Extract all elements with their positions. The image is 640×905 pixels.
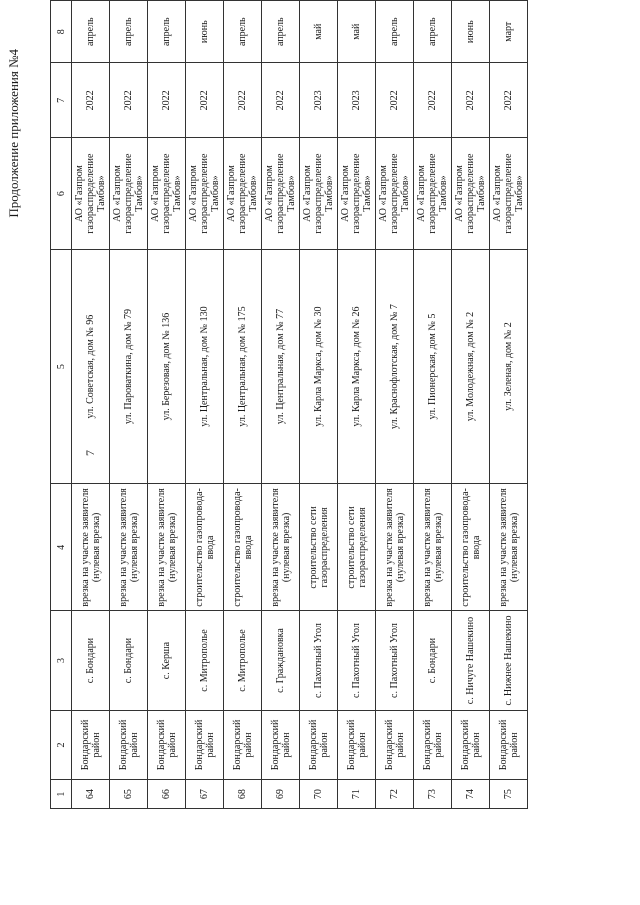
column-header: 2 (51, 710, 72, 780)
table-row (110, 1, 148, 809)
work-type-cell: врезка на участке заявителя (нулевая врезка) (148, 484, 186, 611)
work-type-cell: строительство газопровода-ввода (452, 484, 490, 611)
organization-cell: АО «Газпром газораспределение Тамбов» (414, 138, 452, 249)
row-number-cell: 64 (72, 780, 110, 809)
work-type-cell: врезка на участке заявителя (нулевая врезка) (490, 484, 528, 611)
table-header-row (51, 1, 72, 809)
district-cell: Бондарский район (414, 710, 452, 780)
table-row (262, 1, 300, 809)
table-row (148, 1, 186, 809)
year-cell: 2022 (148, 63, 186, 138)
works-table (50, 0, 528, 809)
year-cell: 2022 (452, 63, 490, 138)
row-number-cell: 70 (300, 780, 338, 809)
month-cell: май (338, 1, 376, 63)
district-cell: Бондарский район (224, 710, 262, 780)
work-type-cell: врезка на участке заявителя (нулевая врезка) (72, 484, 110, 611)
month-cell: март (490, 1, 528, 63)
locality-cell: с. Пахотный Угол (376, 611, 414, 710)
organization-cell: АО «Газпром газораспределение Тамбов» (490, 138, 528, 249)
locality-cell: с. Граждановка (262, 611, 300, 710)
column-header: 3 (51, 611, 72, 710)
district-cell: Бондарский район (376, 710, 414, 780)
district-cell: Бондарский район (338, 710, 376, 780)
year-cell: 2022 (224, 63, 262, 138)
district-cell: Бондарский район (72, 710, 110, 780)
organization-cell: АО «Газпром газораспределение Тамбов» (148, 138, 186, 249)
district-cell: Бондарский район (490, 710, 528, 780)
month-cell: май (300, 1, 338, 63)
district-cell: Бондарский район (110, 710, 148, 780)
month-cell: апрель (72, 1, 110, 63)
table-row (414, 1, 452, 809)
work-type-cell: врезка на участке заявителя (нулевая врезка) (376, 484, 414, 611)
work-type-cell: врезка на участке заявителя (нулевая врезка) (262, 484, 300, 611)
district-cell: Бондарский район (148, 710, 186, 780)
month-cell: апрель (262, 1, 300, 63)
column-header: 4 (51, 484, 72, 611)
locality-cell: с. Керша (148, 611, 186, 710)
district-cell: Бондарский район (300, 710, 338, 780)
district-cell: Бондарский район (186, 710, 224, 780)
month-cell: апрель (224, 1, 262, 63)
year-cell: 2022 (186, 63, 224, 138)
locality-cell: с. Ничуге Нашекино (452, 611, 490, 710)
year-cell: 2022 (376, 63, 414, 138)
address-cell: ул. Пароваткина, дом № 79 (110, 249, 148, 484)
table-row (490, 1, 528, 809)
locality-cell: с. Нижнее Нашекино (490, 611, 528, 710)
month-cell: апрель (414, 1, 452, 63)
month-cell: апрель (110, 1, 148, 63)
address-cell: ул. Карла Маркса, дом № 30 (300, 249, 338, 484)
row-number-cell: 71 (338, 780, 376, 809)
address-cell: ул. Пионерская, дом № 5 (414, 249, 452, 484)
table-row (376, 1, 414, 809)
organization-cell: АО «Газпром газораспределение Тамбов» (376, 138, 414, 249)
row-number-cell: 73 (414, 780, 452, 809)
work-type-cell: строительство газопровода-ввода (224, 484, 262, 611)
page-number: 7 (83, 450, 97, 456)
year-cell: 2022 (110, 63, 148, 138)
organization-cell: АО «Газпром газораспределение Тамбов» (338, 138, 376, 249)
organization-cell: АО «Газпром газораспределение Тамбов» (452, 138, 490, 249)
address-cell: ул. Советская, дом № 96 (72, 249, 110, 484)
month-cell: июнь (186, 1, 224, 63)
row-number-cell: 74 (452, 780, 490, 809)
organization-cell: АО «Газпром газораспределение Тамбов» (262, 138, 300, 249)
address-cell: ул. Карла Маркса, дом № 26 (338, 249, 376, 484)
locality-cell: с. Бондари (72, 611, 110, 710)
row-number-cell: 67 (186, 780, 224, 809)
address-cell: ул. Березовая, дом № 136 (148, 249, 186, 484)
column-header: 6 (51, 138, 72, 249)
table-row (186, 1, 224, 809)
table-row (452, 1, 490, 809)
row-number-cell: 72 (376, 780, 414, 809)
year-cell: 2023 (338, 63, 376, 138)
address-cell: ул. Центральная, дом № 175 (224, 249, 262, 484)
year-cell: 2022 (414, 63, 452, 138)
organization-cell: АО «Газпром газораспределение Тамбов» (224, 138, 262, 249)
district-cell: Бондарский район (452, 710, 490, 780)
work-type-cell: строительство сети газораспределения (300, 484, 338, 611)
column-header: 1 (51, 780, 72, 809)
work-type-cell: строительство газопровода-ввода (186, 484, 224, 611)
organization-cell: АО «Газпром газораспределение Тамбов» (300, 138, 338, 249)
year-cell: 2023 (300, 63, 338, 138)
organization-cell: АО «Газпром газораспределение Тамбов» (72, 138, 110, 249)
row-number-cell: 75 (490, 780, 528, 809)
locality-cell: с. Митрополье (186, 611, 224, 710)
appendix-continuation-title: Продолжение приложения №4 (6, 49, 21, 218)
year-cell: 2022 (262, 63, 300, 138)
locality-cell: с. Пахотный Угол (300, 611, 338, 710)
address-cell: ул. Центральная, дом № 130 (186, 249, 224, 484)
month-cell: июнь (452, 1, 490, 63)
locality-cell: с. Бондари (110, 611, 148, 710)
row-number-cell: 66 (148, 780, 186, 809)
row-number-cell: 65 (110, 780, 148, 809)
address-cell: ул. Центральная, дом № 77 (262, 249, 300, 484)
table-row (224, 1, 262, 809)
organization-cell: АО «Газпром газораспределение Тамбов» (186, 138, 224, 249)
locality-cell: с. Пахотный Угол (338, 611, 376, 710)
row-number-cell: 68 (224, 780, 262, 809)
column-header: 8 (51, 1, 72, 63)
column-header: 7 (51, 63, 72, 138)
address-cell: ул. Молодежная, дом № 2 (452, 249, 490, 484)
address-cell: ул. Зеленая, дом № 2 (490, 249, 528, 484)
column-header: 5 (51, 249, 72, 484)
work-type-cell: строительство сети газораспределения (338, 484, 376, 611)
month-cell: апрель (148, 1, 186, 63)
row-number-cell: 69 (262, 780, 300, 809)
address-cell: ул. Краснофлотская, дом № 7 (376, 249, 414, 484)
table-row (300, 1, 338, 809)
locality-cell: с. Бондари (414, 611, 452, 710)
table-row (338, 1, 376, 809)
work-type-cell: врезка на участке заявителя (нулевая врезка) (414, 484, 452, 611)
year-cell: 2022 (72, 63, 110, 138)
month-cell: апрель (376, 1, 414, 63)
locality-cell: с. Митрополье (224, 611, 262, 710)
district-cell: Бондарский район (262, 710, 300, 780)
organization-cell: АО «Газпром газораспределение Тамбов» (110, 138, 148, 249)
table-row (72, 1, 110, 809)
year-cell: 2022 (490, 63, 528, 138)
work-type-cell: врезка на участке заявителя (нулевая врезка) (110, 484, 148, 611)
